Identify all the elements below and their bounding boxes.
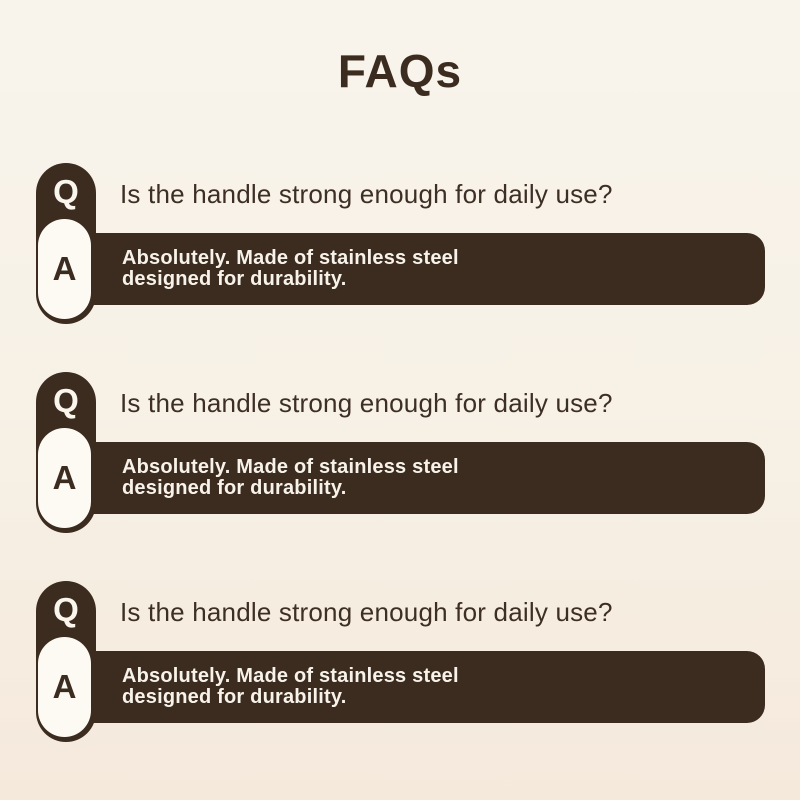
answer-line-1: Absolutely. Made of stainless steel [122,247,459,269]
a-badge-label: A [52,459,77,496]
answer-text [122,248,459,290]
q-badge: Q [53,173,79,210]
qa-pill [36,163,96,324]
answer-line-2: designed for durability. [122,477,347,499]
answer-line-2: designed for durability. [122,686,347,708]
qa-pill [36,581,96,742]
answer-line-1: Absolutely. Made of stainless steel [122,456,459,478]
answer-text [122,457,459,499]
question-text: Is the handle strong enough for daily use? [120,597,613,627]
answer-line-1: Absolutely. Made of stainless steel [122,665,459,687]
faq-item-2 [0,372,800,537]
q-badge: Q [53,591,79,628]
answer-line-2: designed for durability. [122,268,347,290]
question-text: Is the handle strong enough for daily use? [120,388,613,418]
answer-bar [60,442,765,514]
answer-bar [60,651,765,723]
a-badge [38,637,91,737]
question-text: Is the handle strong enough for daily use? [120,179,613,209]
page-title: FAQs [337,45,463,97]
a-badge-label: A [52,250,77,287]
a-badge [38,428,91,528]
a-badge-label: A [52,668,77,705]
qa-pill [36,372,96,533]
faq-item-1 [0,163,800,328]
q-badge: Q [53,382,79,419]
faq-item-3 [0,581,800,746]
answer-text [122,666,459,708]
answer-bar [60,233,765,305]
a-badge [38,219,91,319]
